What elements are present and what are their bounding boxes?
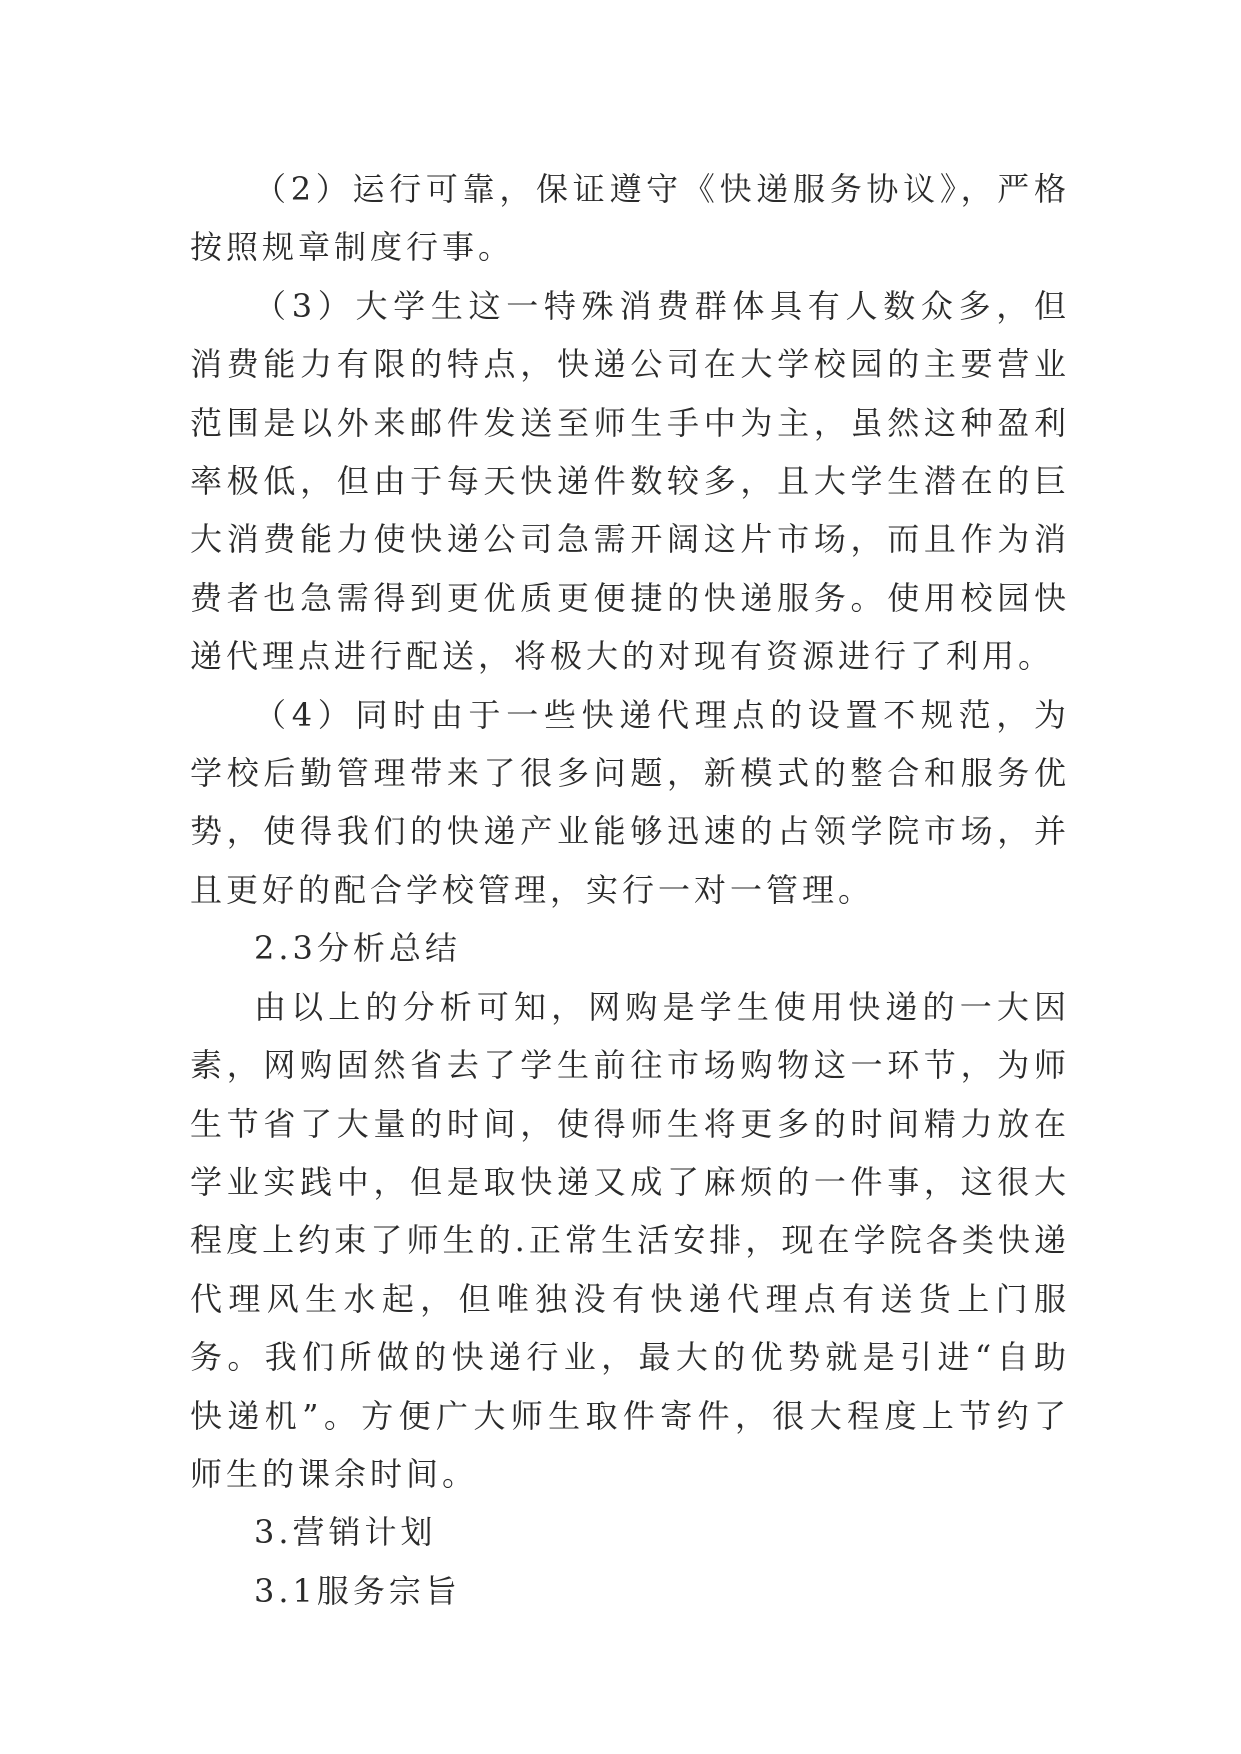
- paragraph-reliable-operation: （2）运行可靠，保证遵守《快递服务协议》，严格按照规章制度行事。: [190, 170, 1070, 267]
- section-heading-3-1: 3.1服务宗旨: [254, 1571, 461, 1610]
- paragraph-student-consumers: （3）大学生这一特殊消费群体具有人数众多，但消费能力有限的特点，快递公司在大学校园的主要营业范围是以外来邮件发送至师生手中为主，虽然这种盈利率极低，但由于每天快递件数较多，且大学生潜在的巨大消费能力使快递公司急需开阔这片市场，而且作为消费者也急需得到更优质更便捷的快递服务。使用校园快递代理点进行配送，将极大的对现有资源进行了利用。: [190, 286, 1070, 676]
- document-body: [190, 160, 1070, 1620]
- paragraph-analysis-summary: 由以上的分析可知，网购是学生使用快递的一大因素，网购固然省去了学生前往市场购物这一环节，为师生节省了大量的时间，使得师生将更多的时间精力放在学业实践中，但是取快递又成了麻烦的一件事，这很大程度上约束了师生的.正常生活安排，现在学院各类快递代理风生水起，但唯独没有快递代理点有送货上门服务。我们所做的快递行业，最大的优势就是引进“自助快递机”。方便广大师生取件寄件，很大程度上节约了师生的课余时间。: [190, 987, 1070, 1493]
- paragraph-agent-standardization: （4）同时由于一些快递代理点的设置不规范，为学校后勤管理带来了很多问题，新模式的整合和服务优势，使得我们的快递产业能够迅速的占领学院市场，并且更好的配合学校管理，实行一对一管理。: [190, 695, 1070, 909]
- section-heading-3: 3.营销计划: [254, 1513, 437, 1552]
- section-heading-2-3: 2.3分析总结: [254, 929, 461, 968]
